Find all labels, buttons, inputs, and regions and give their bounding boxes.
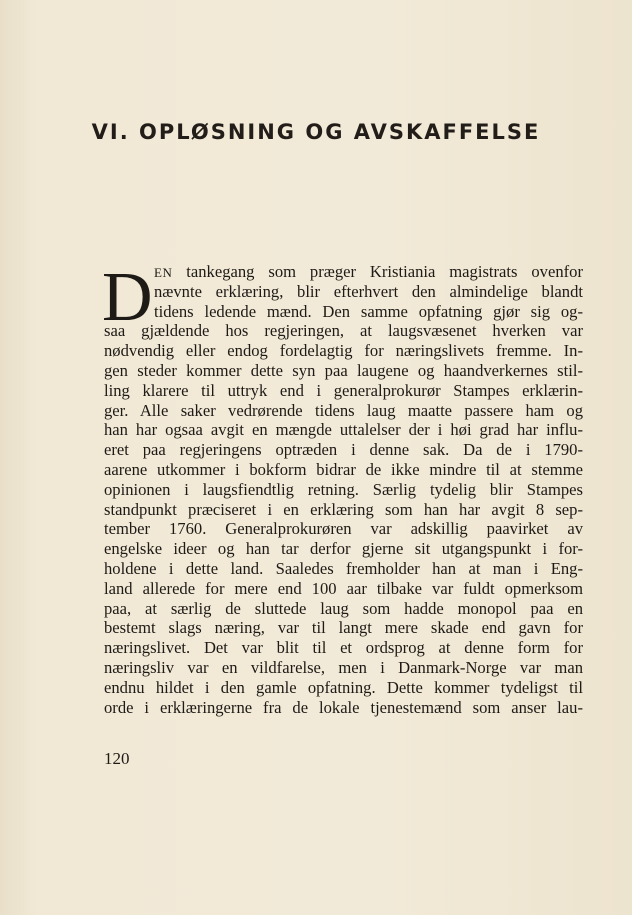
- text-line: næringsliv var en vildfarelse, men i Danmark-Norge var man: [104, 657, 583, 677]
- text-line: bestemt slags næring, var til langt mere skade end gavn for: [104, 618, 583, 638]
- text-line: tidens ledende mænd. Den samme opfatning gjør sig og-: [154, 301, 583, 321]
- text-line: han har ogsaa avgit en mængde uttalelser der i høi grad har influ-: [104, 420, 583, 440]
- text-line: paa, at særlig de sluttede laug som hadde monopol paa en: [104, 598, 583, 618]
- text-line: gen steder kommer dette syn paa laugene og haandverkernes stil-: [104, 360, 583, 380]
- text-line: endnu hildet i den gamle opfatning. Dette kommer tydeligst til: [104, 677, 583, 697]
- page-number: 120: [104, 749, 130, 768]
- text-line: næringslivet. Det var blit til et ordsprog at denne form for: [104, 638, 583, 658]
- text-line: saa gjældende hos regjeringen, at laugsvæsenet hverken var: [104, 321, 583, 341]
- text-line: holdene i dette land. Saaledes fremholder han at man i Eng-: [104, 558, 583, 578]
- chapter-title: VI. OPLØSNING OG AVSKAFFELSE: [91, 120, 541, 144]
- text-line: tember 1760. Generalprokurøren var adskillig paavirket av: [104, 519, 583, 539]
- text-line: engelske ideer og han tar derfor gjerne sit utgangspunkt i for-: [104, 539, 583, 559]
- text-line: nævnte erklæring, blir efterhvert den almindelige blandt: [154, 281, 583, 301]
- text-line: [104, 262, 583, 282]
- text-line: land allerede for mere end 100 aar tilbake var fuldt opmerksom: [104, 578, 583, 598]
- text-line: ger. Alle saker vedrørende tidens laug maatte passere ham og: [104, 400, 583, 420]
- text-line: standpunkt præciseret i en erklæring som han har avgit 8 sep-: [104, 499, 583, 519]
- text-line: orde i erklæringerne fra de lokale tjenestemænd som anser lau-: [104, 697, 583, 717]
- text-line-content: tankegang som præger Kristiania magistrats ovenfor: [172, 262, 583, 281]
- drop-cap: D: [102, 259, 153, 336]
- first-word-rest: EN: [154, 265, 173, 280]
- text-line: eret paa regjeringens optræden i denne sak. Da de i 1790-: [104, 440, 583, 460]
- text-line: ling klarere til uttryk end i generalprokurør Stampes erklærin-: [104, 380, 583, 400]
- text-line: nødvendig eller endog fordelagtig for næringslivets fremme. In-: [104, 341, 583, 361]
- body-text: [102, 259, 583, 717]
- text-line: opinionen i laugsfiendtlig retning. Særlig tydelig blir Stampes: [104, 479, 583, 499]
- text-line: aarene utkommer i bokform bidrar de ikke mindre til at stemme: [104, 459, 583, 479]
